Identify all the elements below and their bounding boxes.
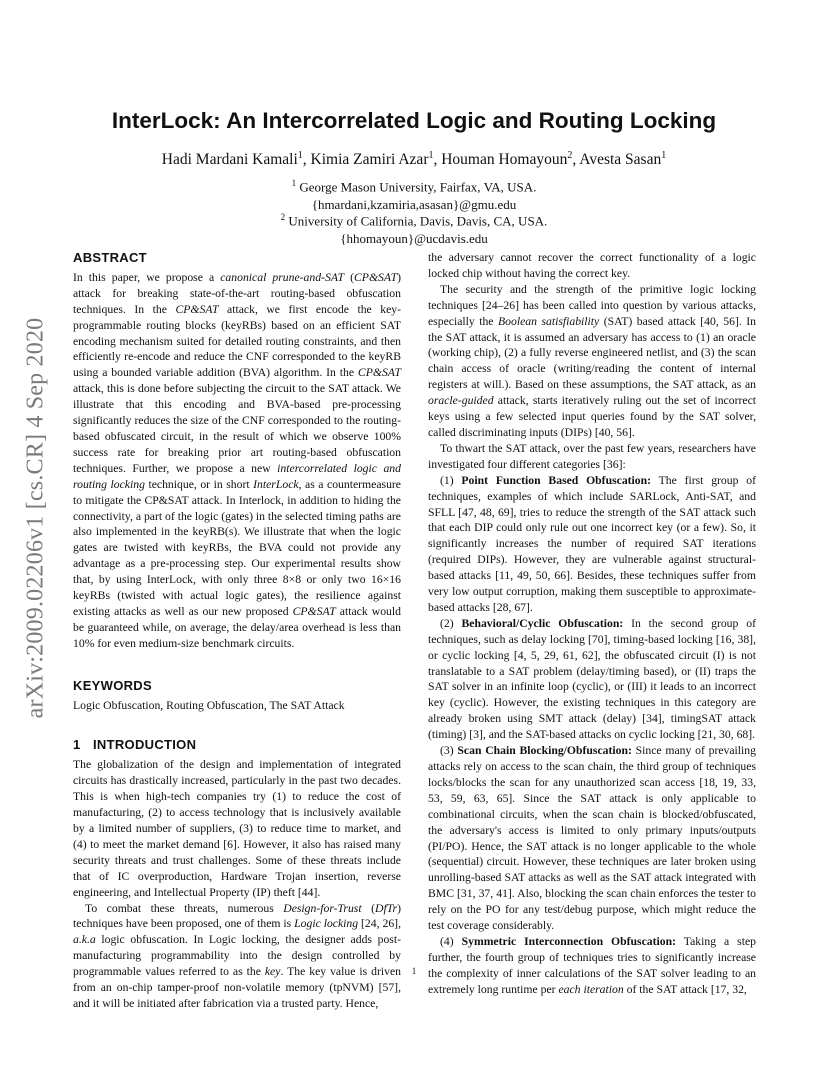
author-name: Kimia Zamiri Azar xyxy=(310,151,429,169)
intro-paragraph-1: The globalization of the design and implementation of integrated circuits has drastically increased, particularly in the past two decades. This is when high-tech companies try (1) to reduce the cost of manufacturing, (2) to access technology that is inclusively available by a limited number of suppliers, (3) to reduce time to market, and (4) to meet the market demand [6]. However, it also has raised many security threats and trust challenges. Some of these threats include that of IC overproduction, Hardware Trojan insertion, reverse engineering, and Intellectual Property (IP) theft [44]. xyxy=(73,758,401,899)
author-name: Hadi Mardani Kamali xyxy=(161,151,298,169)
affiliation-name: George Mason University, Fairfax, VA, USA. xyxy=(299,179,537,195)
section-number: 1 xyxy=(73,737,81,753)
affiliation-email: {hmardani,kzamiria,asasan}@gmu.edu xyxy=(311,197,517,213)
affiliation-email: {hhomayoun}@ucdavis.edu xyxy=(340,231,488,247)
author-list: Hadi Mardani Kamali$^1$, Kimia Zamiri Azar$^1$, Houman Homayoun$^2$, Avesta Sasan$^1$ xyxy=(161,150,667,169)
keywords-section xyxy=(73,678,401,714)
category-scan-chain: (3) Scan Chain Blocking/Obfuscation: Since many of prevailing attacks rely on access to the scan chain, the third group of techniques locks/blocks the scan for any unauthorized scan access [18, 19, 33, 53, 59, 63, 65]. Since the SAT attack is only applicable to combinational circuits, when the scan chain is blocked/obfuscated, the adversary's access is limited to only primary inputs/outputs (PI/PO). Hence, the SAT attack is no longer applicable to the whole (sequential) circuit. However, these techniques are later broken using unrolling-based SAT attacks as well as the SAT attack integrated with BMC [31, 37, 41]. Also, blocking the scan chain enforces the tester to rely on the PO for any test/debug purpose, which might reduce the test coverage considerably. xyxy=(428,744,756,933)
author-affiliation-mark: 1 xyxy=(297,150,303,161)
abstract-paragraph: In this paper, we propose a canonical prune-and-SAT (CP&SAT) attack for breaking state-of-the-art routing-based obfuscation techniques. In the CP&SAT attack, we first encode the key-programmable routing blocks (keyRBs) based on an efficient SAT encoding mechanism suited for detailed routing constraints, and then efficiently re-encode and reduce the CNF corresponded to the keyRB using a bounded variable addition (BVA) algorithm. In the CP&SAT attack, this is done before subjecting the circuit to the SAT attack. We illustrate that this encoding and BVA-based pre-processing significantly reduces the size of the CNF corresponded to the routing-based obfuscated circuit, in the result of which we observe 100% success rate for breaking prior art routing-based obfuscation techniques. Further, we propose a new intercorrelated logic and routing locking technique, or in short InterLock, as a countermeasure to mitigate the CP&SAT attack. In Interlock, in addition to hiding the connectivity, a part of the logic (gates) in the selected timing paths are also implemented in the keyRB(s). We illustrate that when the logic gates are twisted with keyRBs, the BVA could not provide any advantage as a pre-processing step. Our experimental results show that, by using InterLock, with only three 8×8 or only two 16×16 keyRBs (twisted with actual logic gates), the resilience against existing attacks as well as our new proposed CP&SAT attack would be guaranteed while, on average, the delay/area overhead is less than 10% for even medium-size benchmark circuits. xyxy=(73,270,401,650)
paper-title: InterLock: An Intercorrelated Logic and Routing Locking xyxy=(111,108,717,133)
arxiv-identifier-stamp xyxy=(10,288,62,748)
category-symmetric-interconnection: (4) Symmetric Interconnection Obfuscation: Taking a step further, the fourth group of techniques tries to significantly increase the complexity of inner calculations of the SAT solver leading to an extremely long runtime per each iteration of the SAT attack [17, 32, xyxy=(428,934,756,996)
author-name: Avesta Sasan xyxy=(579,151,662,169)
author-affiliation-mark: 1 xyxy=(661,150,667,161)
intro-paragraph-2: To combat these threats, numerous Design-for-Trust (DfTr) techniques have been proposed, one of them is Logic locking [24, 26], a.k.a logic obfuscation. In Logic locking, the designer adds post-manufacturing programmability into the design controlled by programmable values referred to as the key. The key value is driven from an on-chip tamper-proof non-volatile memory (tpNVM) [57], and it will be initiated after fabrication via a trusted party. Hence, xyxy=(73,901,401,1010)
category-point-function: (1) Point Function Based Obfuscation: The first group of techniques, examples of which include SARLock, Anti-SAT, and SFLL [47, 48, 69], tries to reduce the strength of the SAT attack such that each DIP could only rule out one incorrect key (or a few). So, it significantly increases the number of required SAT iterations (required DIPs). However, they are vulnerable against structural-based attacks [11, 49, 50, 66]. Besides, these techniques suffer from very low output corruption, making them susceptible to approximate-based attacks [28, 67]. xyxy=(428,473,756,614)
affiliation-number: 1 xyxy=(291,178,297,188)
page-number: 1 xyxy=(411,966,417,976)
right-paragraph-0: the adversary cannot recover the correct functionality of a logic locked chip without having the correct key. xyxy=(428,251,756,280)
author-affiliation-mark: 1 xyxy=(428,150,434,161)
author-affiliation-mark: 2 xyxy=(567,150,573,161)
left-column xyxy=(73,250,401,1012)
right-column xyxy=(428,250,756,998)
introduction-heading xyxy=(73,737,401,753)
right-paragraph-2: To thwart the SAT attack, over the past few years, researchers have investigated four different categories [36]: xyxy=(428,441,756,471)
affiliation-name: University of California, Davis, Davis, CA, USA. xyxy=(288,213,548,229)
arxiv-identifier-text: arXiv:2009.02206v1 [cs.CR] 4 Sep 2020 xyxy=(22,317,49,719)
affiliation-2 xyxy=(0,208,828,248)
affiliation-number: 2 xyxy=(280,212,286,222)
author-name: Houman Homayoun xyxy=(441,151,568,169)
keywords-heading: KEYWORDS xyxy=(73,677,152,693)
right-paragraph-1: The security and the strength of the primitive logic locking techniques [24–26] has been called into question by various attacks, especially the Boolean satisfiability (SAT) based attack [40, 56]. In the SAT attack, it is assumed an adversary has access to (1) an oracle (working chip), (2) a fully reverse engineered netlist, and (3) the scan chain access of oracle (writing/reading the content of internal registers at will.). Based on these assumptions, the SAT attack, as an oracle-guided attack, starts iteratively ruling out the set of incorrect keys using a few selected input queries found by the SAT solver, called discriminating inputs (DIPs) [40, 56]. xyxy=(428,282,756,439)
abstract-heading: ABSTRACT xyxy=(73,250,147,265)
category-behavioral-cyclic: (2) Behavioral/Cyclic Obfuscation: In the second group of techniques, such as delay locking [70], timing-based locking [16, 38], or cyclic locking [4, 5, 29, 61, 62], the obfuscated circuit (I) is not translatable to a SAT problem (delay/timing based), or (II) traps the SAT solver in an infinite loop (cyclic), or (III) it leads to an incorrect key (cyclic). However, the existing techniques in this category are already broken using SMT attack (delay) [34], timingSAT attack (timing) [3], and the SAT-based attacks on cyclic locking [21, 30, 68]. xyxy=(428,616,756,742)
section-title: INTRODUCTION xyxy=(93,737,197,753)
keywords-text: Logic Obfuscation, Routing Obfuscation, The SAT Attack xyxy=(73,698,345,712)
